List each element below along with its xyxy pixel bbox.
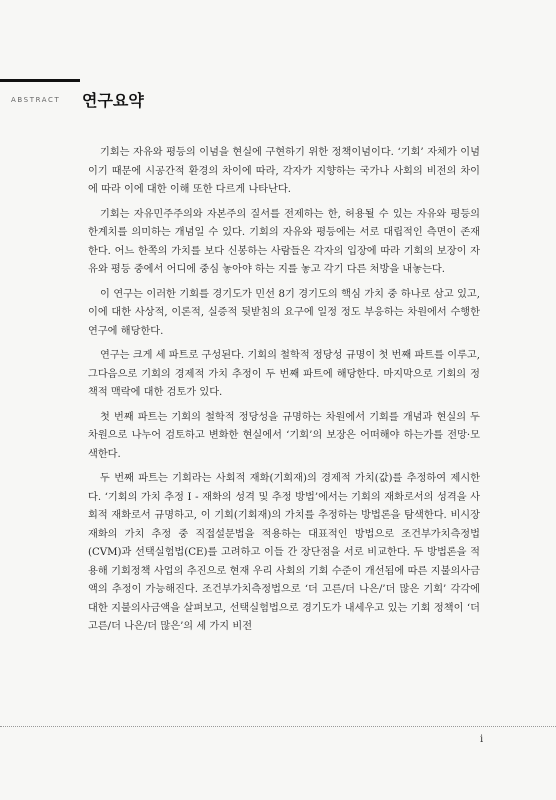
- paragraph: 기회는 자유민주주의와 자본주의 질서를 전제하는 한, 허용될 수 있는 자유와 평등의 한계치를 의미하는 개념일 수 있다. 기회의 자유와 평등에는 서로 대립적인 측면이 존재한다. 어느 한쪽의 가치를 보다 신봉하는 사람들은 각자의 입장에 따라 기회의 보장이 자유와 평등 중에서 어디에 중심 놓아야 하는 지를 놓고 각기 다른 처방을 내놓는다.: [88, 208, 480, 275]
- top-rule: [0, 79, 80, 82]
- abstract-body: [88, 144, 480, 643]
- footer-divider: [0, 726, 556, 727]
- page-number: i: [480, 734, 484, 745]
- abstract-label: ABSTRACT: [11, 96, 61, 104]
- paragraph: 연구는 크게 세 파트로 구성된다. 기회의 철학적 정당성 규명이 첫 번째 파트를 이루고, 그다음으로 기회의 경제적 가치 추정이 두 번째 파트에 해당한다. 마지막으로 기회의 정책적 맥락에 대한 검토가 있다.: [88, 350, 480, 398]
- paragraph: 이 연구는 이러한 기회를 경기도가 민선 8기 경기도의 핵심 가치 중 하나로 삼고 있고, 이에 대한 사상적, 이론적, 실증적 뒷받침의 요구에 일정 정도 부응하는 차원에서 수행한 연구에 해당한다.: [88, 288, 480, 337]
- paragraph: 기회는 자유와 평등의 이념을 현실에 구현하기 위한 정책이념이다. ‘기회’ 자체가 이념이기 때문에 시공간적 환경의 차이에 따라, 각자가 지향하는 국가나 사회의 비전의 차이에 따라 이에 대한 이해 또한 다르게 나타난다.: [88, 147, 480, 195]
- section-title: 연구요약: [82, 91, 144, 110]
- paragraph: 첫 번째 파트는 기회의 철학적 정당성을 규명하는 차원에서 기회를 개념과 현실의 두 차원으로 나누어 검토하고 변화한 현실에서 ‘기회’의 보장은 어떠해야 하는가를 전망·모색한다.: [88, 411, 480, 460]
- section-header: [0, 88, 556, 118]
- paragraph: 두 번째 파트는 기회라는 사회적 재화(기회재)의 경제적 가치(값)를 추정하여 제시한다. ‘기회의 가치 추정 I - 재화의 성격 및 추정 방법’에서는 기회의 재화로서의 성격을 사회적 재화로서 규명하고, 이 기회(기회재)의 가치를 추정하는 방법론을 탐색한다. 비시장재화의 가치 추정 중 직접설문법을 적용하는 대표적인 방법으로 조건부가치측정법(CVM)과 선택실험법(CE)를 고려하고 이들 간 장단점을 서로 비교한다. 두 방법론을 적용해 기회정책 사업의 추진으로 현재 우리 사회의 기회 수준이 개선됨에 따른 지불의사금액의 추정이 가능해진다. 조건부가치측정법으로 ‘더 고른/더 나은/’더 많은 기회’ 각각에 대한 지불의사금액을 살펴보고, 선택실험법으로 경기도가 내세우고 있는 기회 정책이 ‘더 고른/더 나은/더 많은’의 세 가지 비전: [88, 473, 480, 632]
